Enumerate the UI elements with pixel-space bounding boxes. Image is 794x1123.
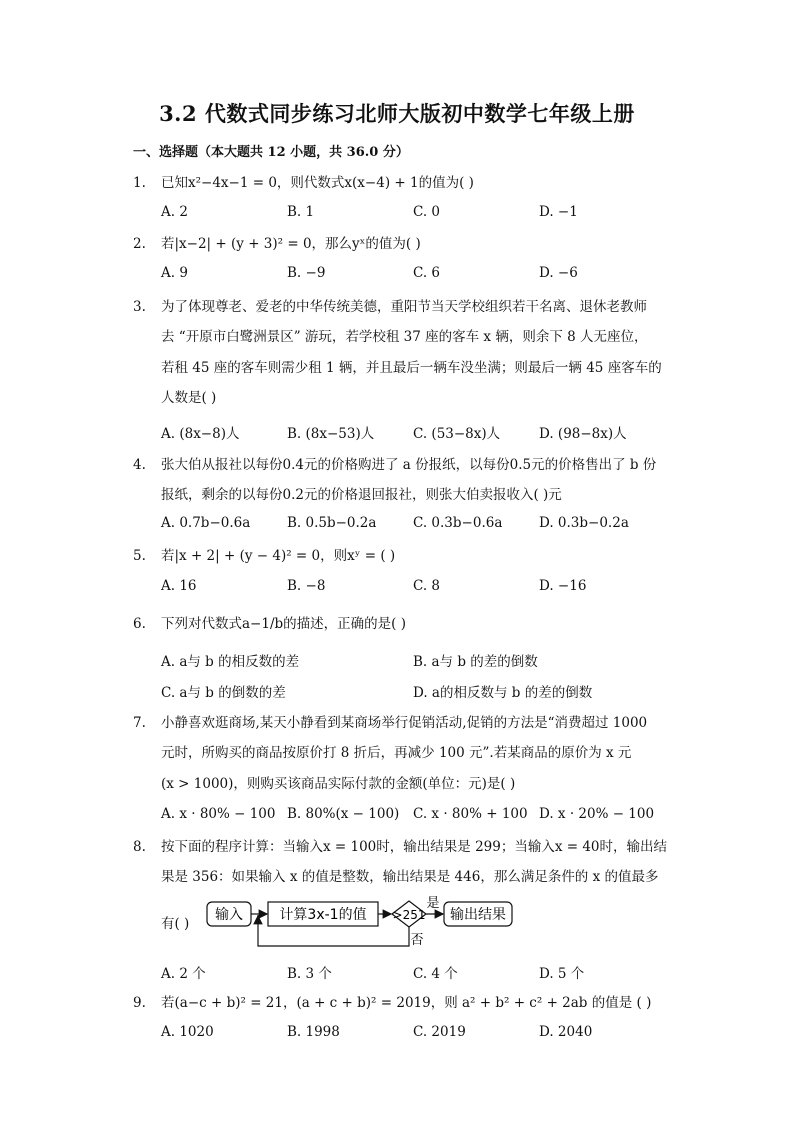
question-text: (x > 1000)，则购买该商品实际付款的金额(单位：元)是( ) [161,776,516,792]
question-text: 去 “开原市白鹭洲景区” 游玩，若学校租 37 座的客车 x 辆，则余下 8 人无座位， [161,329,648,345]
option-c: C. x · 80% + 100 [413,806,528,822]
option-d: D. −6 [539,265,578,281]
question-number: 9. [133,995,146,1011]
question-number: 2. [133,236,146,252]
question-text: 若租 45 座的客车则需少租 1 辆，并且最后一辆车没坐满；则最后一辆 45 座客车的 [161,360,662,376]
question-text: 为了体现尊老、爱老的中华传统美德，重阳节当天学校组织若干名离、退休老教师 [161,299,647,315]
question-text: 元时，所购买的商品按原价打 8 折后，再减少 100 元”.若某商品的原价为 x 元 [161,745,632,761]
option-c: C. (53−8x)人 [413,426,501,442]
option-b: B. 80%(x − 100) [287,806,400,822]
option-a: A. 1020 [161,1024,214,1040]
question-number: 5. [133,548,146,564]
condition-label: >251 [392,908,426,922]
option-a: A. a与 b 的相反数的差 [161,654,300,670]
input-label: 输入 [215,907,243,923]
option-b: B. −8 [287,578,326,594]
option-a: A. 16 [161,578,197,594]
question-text: 若(a−c + b)² = 21，(a + c + b)² = 2019，则 a² + b² + c² + 2ab 的值是 ( ) [161,995,652,1011]
option-c: C. 6 [413,265,441,281]
question-text: 已知x²−4x−1 = 0，则代数式x(x−4) + 1的值为( ) [161,175,474,191]
option-d: D. 2040 [539,1024,593,1040]
section-heading: 一、选择题（本大题共 12 小题，共 36.0 分） [133,145,409,160]
option-b: B. 0.5b−0.2a [287,515,377,531]
question-text: 有( ) [161,916,190,932]
option-a: A. 2 个 [161,966,206,982]
option-b: B. 1 [287,204,315,220]
option-b: B. (8x−53)人 [287,426,375,442]
question-text: 按下面的程序计算：当输入x = 100时，输出结果是 299；当输入x = 40时，输出结 [161,839,668,855]
question-number: 4. [133,457,146,473]
option-b: B. a与 b 的差的倒数 [413,654,538,670]
question-number: 3. [133,299,146,315]
option-d: D. 5 个 [539,966,585,982]
question-text: 果是 356：如果输入 x 的值是整数，输出结果是 446，那么满足条件的 x 的值最多 [161,869,659,885]
question-text: 小静喜欢逛商场,某天小静看到某商场举行促销活动,促销的方法是“消费超过 1000 [161,715,648,731]
page-title: 3.2 代数式同步练习北师大版初中数学七年级上册 [159,101,635,126]
option-c: C. 2019 [413,1024,466,1040]
option-d: D. a的相反数与 b 的差的倒数 [413,685,593,701]
question-text: 张大伯从报社以每份0.4元的价格购进了 a 份报纸，以每份0.5元的价格售出了 b 份 [161,457,657,473]
option-a: A. 9 [161,265,188,281]
option-d: D. x · 20% − 100 [539,806,655,822]
question-text: 若|x + 2| + (y − 4)² = 0，则xʸ = ( ) [161,548,396,564]
question-number: 7. [133,715,146,731]
question-text: 报纸，剩余的以每份0.2元的价格退回报社，则张大伯卖报收入( )元 [161,487,562,503]
program-flowchart [205,892,525,952]
option-a: A. x · 80% − 100 [161,806,276,822]
compute-label: 计算3x-1的值 [279,907,367,923]
question-number: 6. [133,616,146,632]
option-a: A. 0.7b−0.6a [161,515,251,531]
option-c: C. 0 [413,204,441,220]
option-b: B. −9 [287,265,326,281]
option-b: B. 1998 [287,1024,340,1040]
no-label: 否 [410,933,424,948]
option-c: C. 0.3b−0.6a [413,515,503,531]
question-number: 1. [133,175,146,191]
question-text: 人数是( ) [161,390,217,406]
option-c: C. a与 b 的倒数的差 [161,685,286,701]
output-label: 输出结果 [450,907,506,923]
option-c: C. 4 个 [413,966,458,982]
option-c: C. 8 [413,578,441,594]
question-text: 下列对代数式a−1/b的描述，正确的是( ) [161,616,406,632]
option-d: D. 0.3b−0.2a [539,515,629,531]
question-text: 若|x−2| + (y + 3)² = 0，那么yˣ的值为( ) [161,236,421,252]
option-b: B. 3 个 [287,966,332,982]
question-number: 8. [133,839,146,855]
option-d: D. (98−8x)人 [539,426,627,442]
option-d: D. −16 [539,578,587,594]
option-d: D. −1 [539,204,578,220]
option-a: A. 2 [161,204,188,220]
yes-label: 是 [426,896,440,911]
option-a: A. (8x−8)人 [161,426,240,442]
